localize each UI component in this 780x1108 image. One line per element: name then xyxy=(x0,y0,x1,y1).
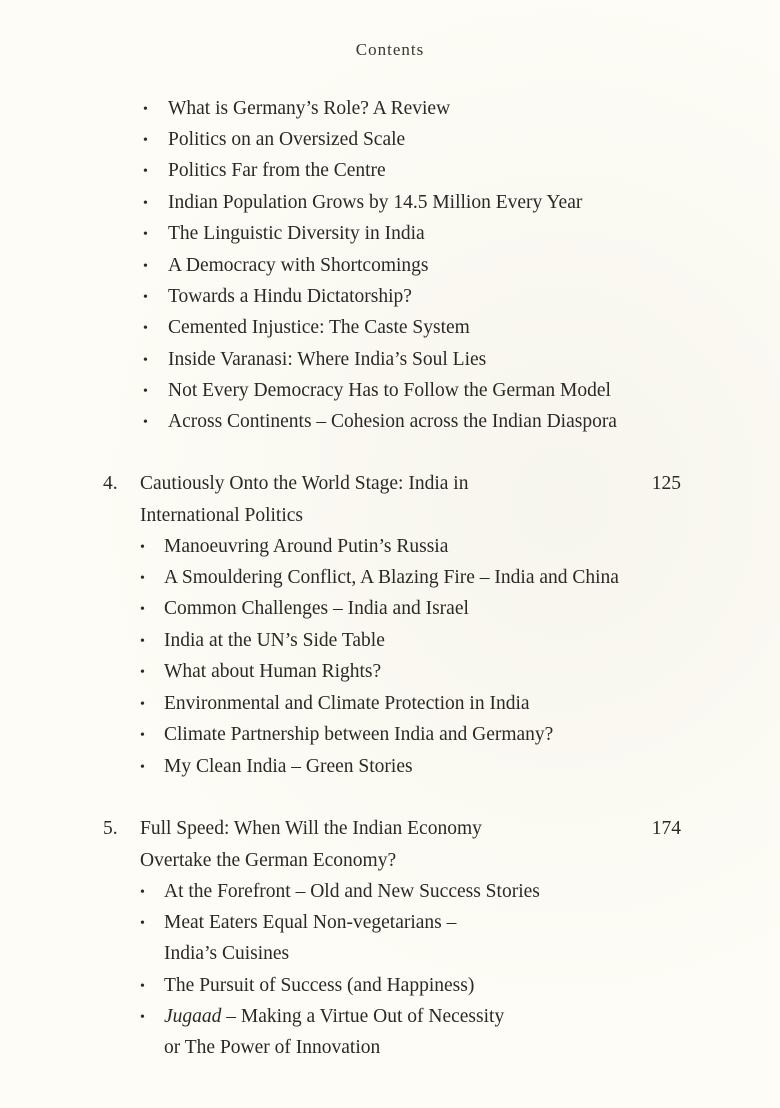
bullet-icon: • xyxy=(143,290,148,305)
toc-entry[interactable]: Politics on an Oversized Scale xyxy=(168,129,406,150)
bullet-icon: • xyxy=(143,415,148,430)
toc-entry[interactable]: At the Forefront – Old and New Success Stories xyxy=(164,881,540,902)
toc-entry[interactable]: What about Human Rights? xyxy=(164,661,382,682)
running-head: Contents xyxy=(355,40,425,59)
toc-entry[interactable]: The Pursuit of Success (and Happiness) xyxy=(164,975,475,996)
page-number: 174 xyxy=(651,818,681,839)
toc-entry[interactable]: Common Challenges – India and Israel xyxy=(164,598,469,619)
toc-entry[interactable]: Climate Partnership between India and Germany? xyxy=(164,724,554,745)
toc-entry[interactable] xyxy=(164,1005,504,1029)
page-number: 125 xyxy=(651,473,681,494)
bullet-icon: • xyxy=(140,979,145,994)
chapter-number: 4. xyxy=(103,473,118,494)
entry-text: – Making a Virtue Out of Necessity xyxy=(221,1006,505,1027)
toc-entry[interactable]: Indian Population Grows by 14.5 Million Every Year xyxy=(168,192,583,213)
bullet-icon: • xyxy=(143,384,148,399)
chapter-title[interactable]: Cautiously Onto the World Stage: India in xyxy=(140,473,469,494)
bullet-icon: • xyxy=(140,1010,145,1025)
toc-entry[interactable]: Not Every Democracy Has to Follow the German Model xyxy=(168,380,611,401)
toc-entry[interactable]: Meat Eaters Equal Non-vegetarians – xyxy=(164,912,457,933)
chapter-number: 5. xyxy=(103,818,118,839)
bullet-icon: • xyxy=(143,164,148,179)
toc-entry[interactable]: Across Continents – Cohesion across the Indian Diaspora xyxy=(168,411,617,432)
bullet-icon: • xyxy=(140,540,145,555)
toc-entry[interactable]: Manoeuvring Around Putin’s Russia xyxy=(164,536,449,557)
italic-term: Jugaad xyxy=(164,1006,222,1027)
bullet-icon: • xyxy=(140,602,145,617)
bullet-icon: • xyxy=(143,227,148,242)
toc-entry-continued[interactable]: India’s Cuisines xyxy=(164,943,290,964)
toc-entry[interactable]: What is Germany’s Role? A Review xyxy=(168,98,451,119)
bullet-icon: • xyxy=(140,697,145,712)
bullet-icon: • xyxy=(143,259,148,274)
toc-entry[interactable]: Cemented Injustice: The Caste System xyxy=(168,317,470,338)
bullet-icon: • xyxy=(140,885,145,900)
bullet-icon: • xyxy=(143,102,148,117)
bullet-icon: • xyxy=(143,353,148,368)
bullet-icon: • xyxy=(140,634,145,649)
toc-entry[interactable]: A Democracy with Shortcomings xyxy=(168,255,429,276)
toc-entry[interactable]: Towards a Hindu Dictatorship? xyxy=(168,286,412,307)
chapter-title-continued[interactable]: International Politics xyxy=(140,505,304,526)
bullet-icon: • xyxy=(140,728,145,743)
toc-entry[interactable]: India at the UN’s Side Table xyxy=(164,630,385,651)
bullet-icon: • xyxy=(140,760,145,775)
chapter-title[interactable]: Full Speed: When Will the Indian Economy xyxy=(140,818,482,839)
toc-entry[interactable]: A Smouldering Conflict, A Blazing Fire – India and China xyxy=(164,567,619,588)
chapter-title-continued[interactable]: Overtake the German Economy? xyxy=(140,850,397,871)
bullet-icon: • xyxy=(143,321,148,336)
bullet-icon: • xyxy=(143,133,148,148)
toc-entry[interactable]: Environmental and Climate Protection in India xyxy=(164,693,530,714)
bullet-icon: • xyxy=(140,665,145,680)
toc-entry[interactable]: Inside Varanasi: Where India’s Soul Lies xyxy=(168,349,487,370)
bullet-icon: • xyxy=(140,916,145,931)
toc-entry[interactable]: My Clean India – Green Stories xyxy=(164,756,413,777)
bullet-icon: • xyxy=(140,571,145,586)
toc-entry[interactable]: The Linguistic Diversity in India xyxy=(168,223,425,244)
toc-entry[interactable]: Politics Far from the Centre xyxy=(168,160,386,181)
bullet-icon: • xyxy=(143,196,148,211)
toc-entry-continued[interactable]: or The Power of Innovation xyxy=(164,1037,381,1058)
